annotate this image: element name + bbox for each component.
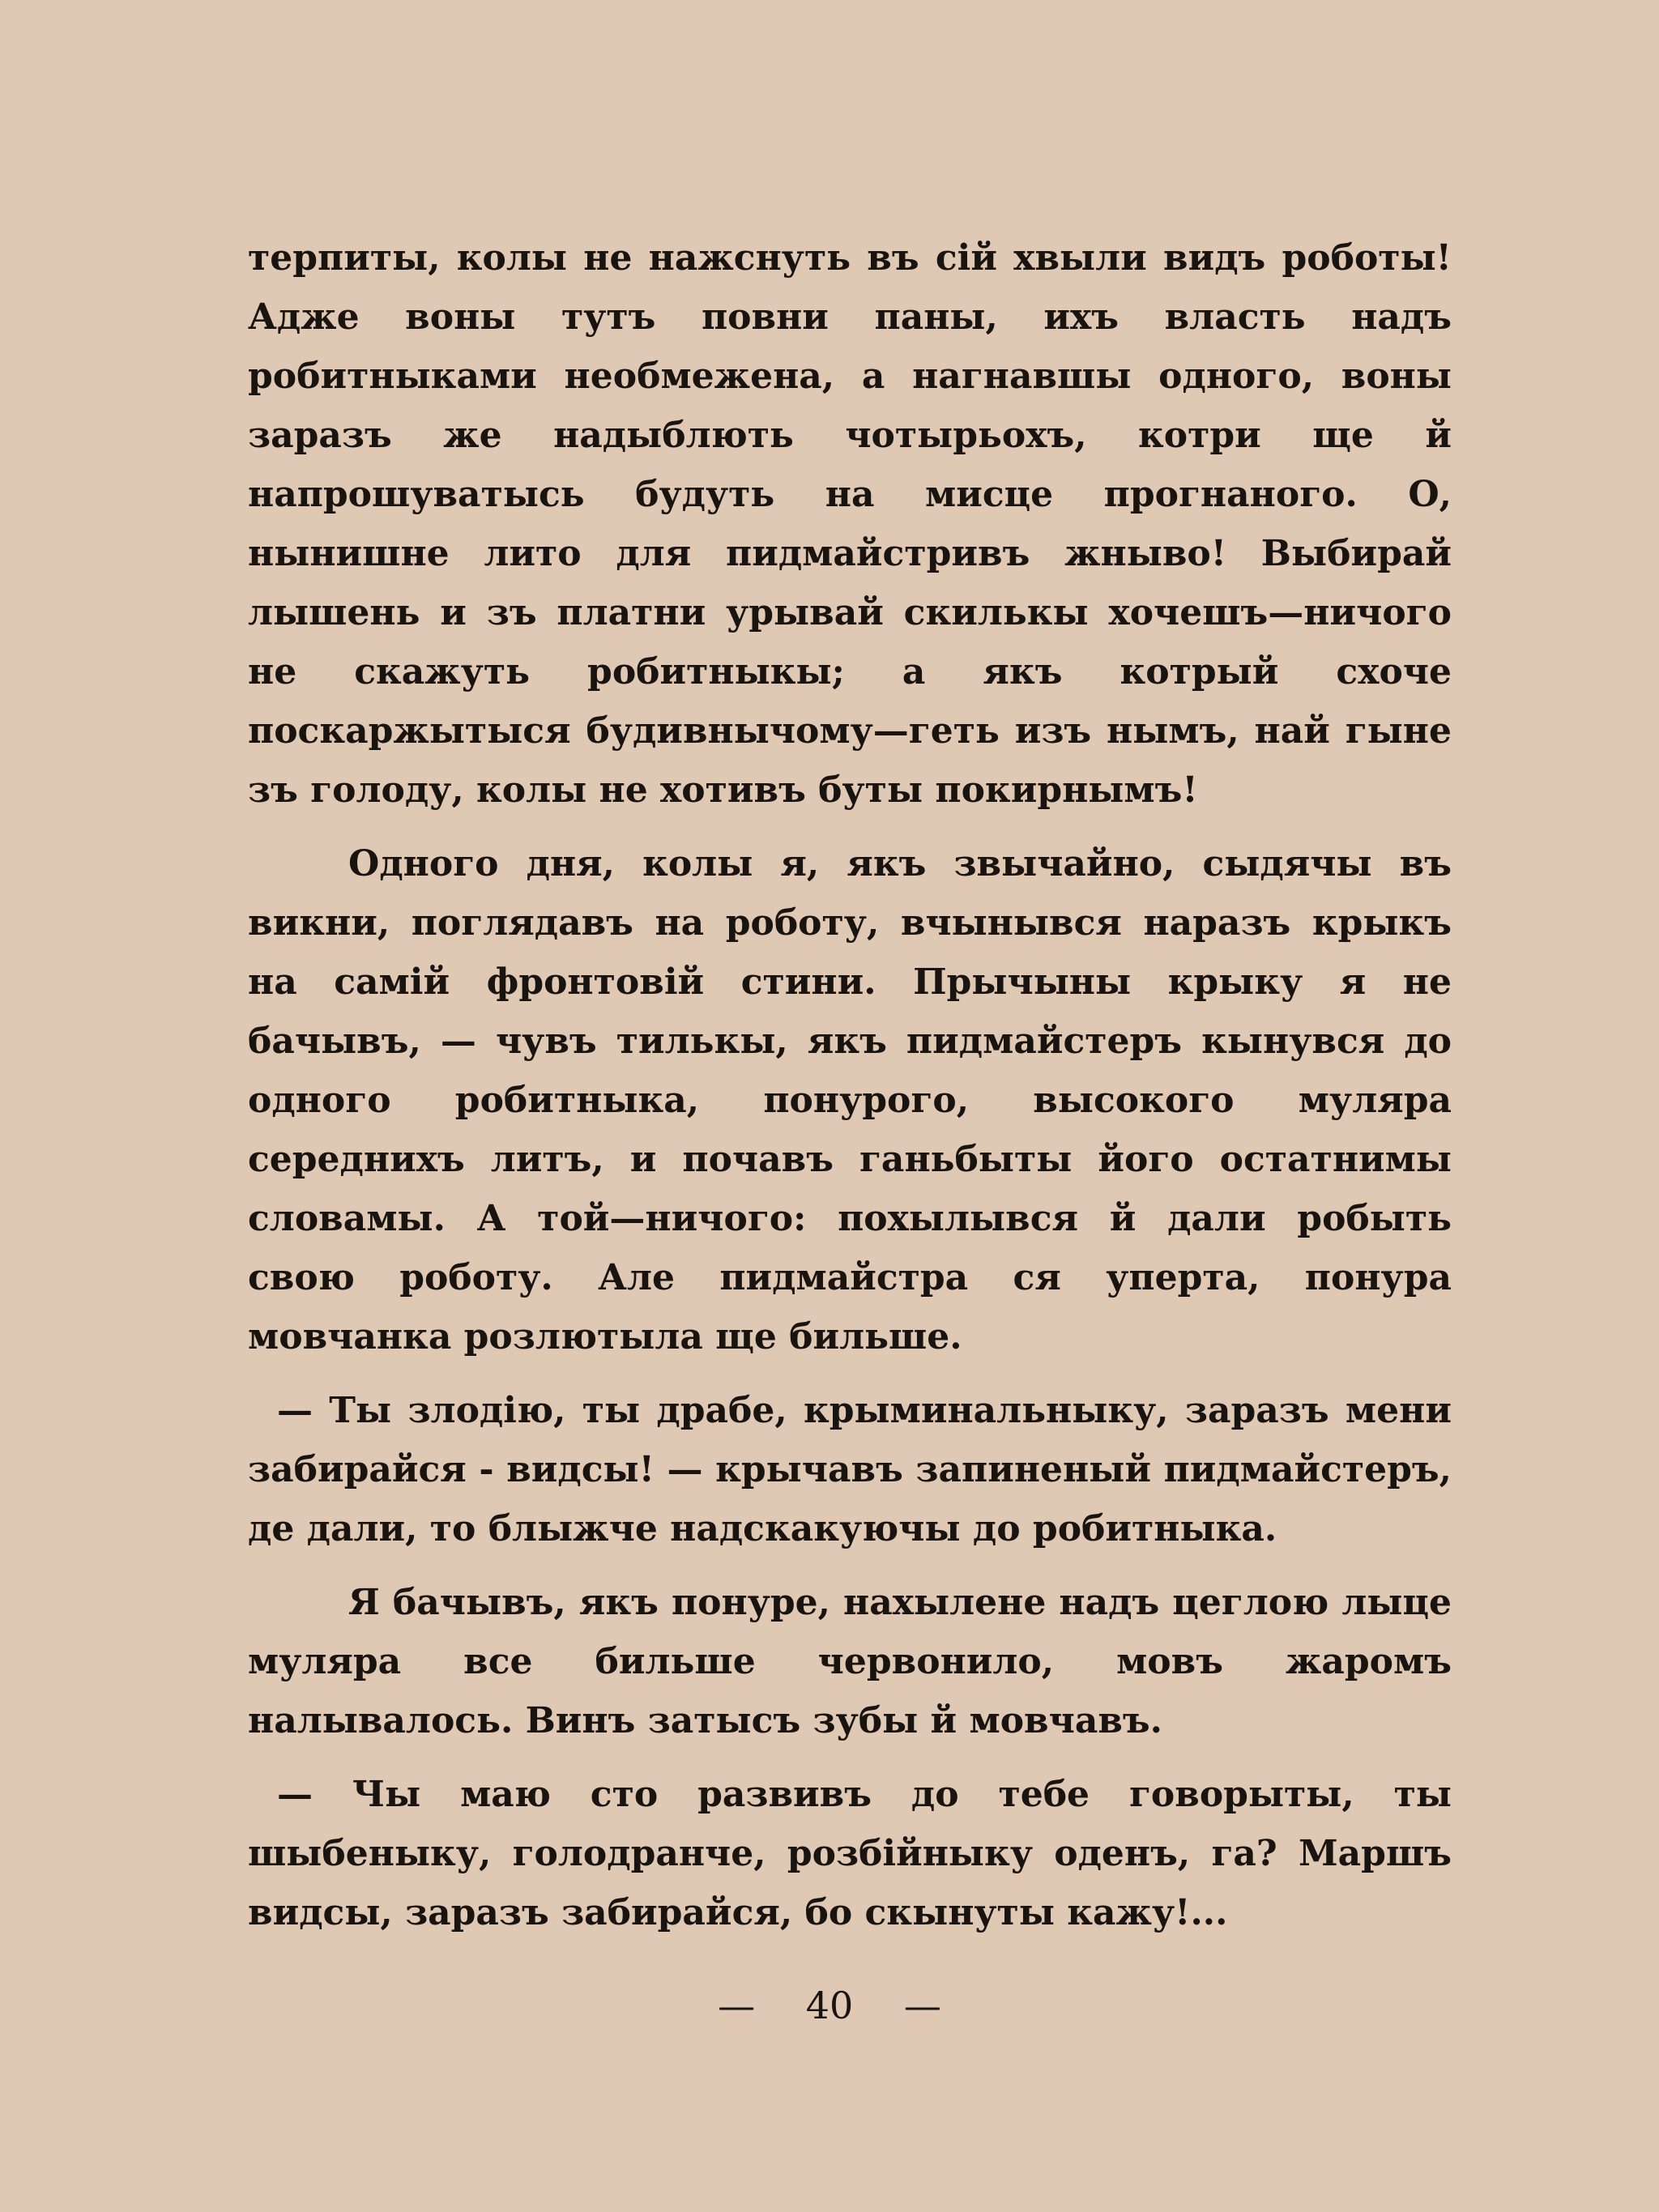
page-number-dash-right: — — [903, 1984, 941, 2027]
page-number-line — [0, 1981, 1659, 2030]
page-text — [248, 228, 1452, 1942]
paragraph-narrative: Я бачывъ, якъ понуре, нахылене надъ цеглою лыце муляра все бильше червонило, мовъ жаромъ налывалось. Винъ затысъ зубы й мовчавъ. — [248, 1582, 1452, 1741]
page-number-dash-left: — — [718, 1984, 756, 2027]
paragraph-dialogue: — Ты злодію, ты драбе, крыминальныку, заразъ мени забирайся - видсы! — крычавъ запиненый пидмайстеръ, де дали, то блыжче надскакуючы до робитныка. — [248, 1390, 1452, 1549]
paragraph-dialogue: — Чы маю сто развивъ до тебе говорыты, ты шыбеныку, голодранче, розбійныку оденъ, га? Маршъ видсы, заразъ забирайся, бо скынуты кажу!... — [248, 1774, 1452, 1933]
page-number: 40 — [805, 1984, 854, 2027]
paragraph-continuation: терпиты, колы не нажснуть въ сій хвыли видъ роботы! Адже воны тутъ повни паны, ихъ власть надъ робитныками необмежена, а нагнавшы одного, воны заразъ же надыблють чотырьохъ, котри ще й напрошуватысь будуть на мисце прогнаного. О, нынишне лито для пидмайстривъ жныво! Выбирай лышень и зъ платни урывай скилькы хочешъ—ничого не скажуть робитныкы; а якъ котрый схоче поскаржытыся будивнычому—геть изъ нымъ, най гыне зъ голоду, колы не хотивъ буты покирнымъ! — [248, 237, 1452, 811]
paragraph-narrative: Одного дня, колы я, якъ звычайно, сыдячы въ викни, поглядавъ на роботу, вчынывся наразъ крыкъ на самій фронтовій стини. Прычыны крыку я не бачывъ, — чувъ тилькы, якъ пидмайстеръ кынувся до одного робитныка, понурого, высокого муляра середнихъ литъ, и почавъ ганьбыты його остатнимы словамы. А той—ничого: похылывся й дали робыть свою роботу. Але пидмайстра ся уперта, понура мовчанка розлютыла ще бильше. — [248, 843, 1452, 1357]
